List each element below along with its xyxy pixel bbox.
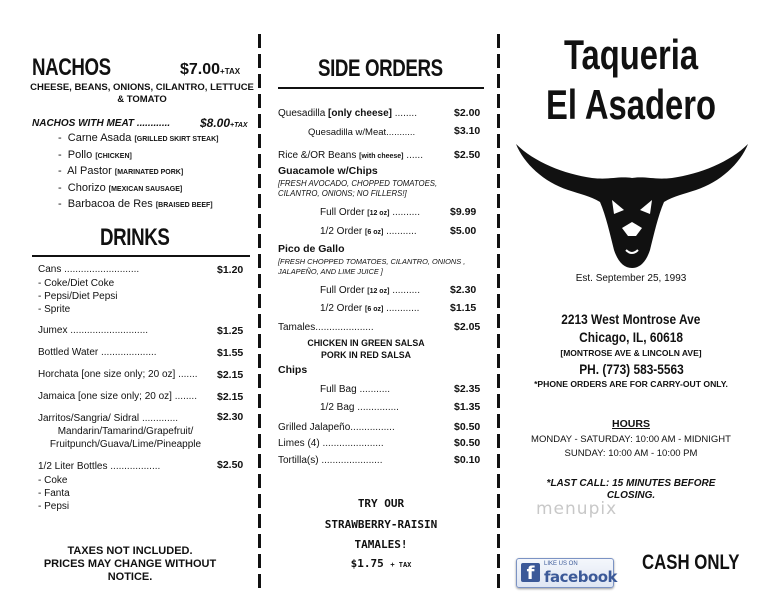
promo-line-2: STRAWBERRY-RAISIN — [324, 518, 438, 531]
menu-item-chips-half: 1/2 Bag ............... — [320, 402, 399, 413]
price-quesadilla-meat: $3.10 — [454, 125, 481, 137]
list-item: - Barbacoa de Res [BRAISED BEEF] — [58, 198, 213, 210]
menu-item-tamales: Tamales..................... — [278, 322, 374, 333]
menu-item-chips-full: Full Bag ........... — [320, 384, 391, 395]
price-rice-beans: $2.50 — [454, 149, 481, 161]
pico-desc: [FRESH CHOPPED TOMATOES, CILANTRO, ONIONS , JALAPEÑO, AND LIME JUICE ] — [278, 257, 466, 276]
price-horchata: $2.15 — [217, 369, 244, 381]
list-item: - Pollo [CHICKEN] — [58, 148, 132, 161]
menu-item-water: Bottled Water .................... — [38, 347, 157, 358]
menu-item-quesadilla: Quesadilla [only cheese] ........ — [278, 108, 417, 119]
restaurant-name-line-2: El Asadero — [546, 81, 716, 128]
menu-item-limes: Limes (4) ...................... — [278, 438, 384, 449]
price-jalapeno: $0.50 — [454, 421, 481, 433]
pico-heading: Pico de Gallo — [278, 243, 345, 255]
price-chips-half: $1.35 — [454, 401, 481, 413]
menu-item-cans: Cans ........................... — [38, 264, 140, 275]
price-quesadilla: $2.00 — [454, 107, 481, 119]
hours-weekday: MONDAY - SATURDAY: 10:00 AM - MIDNIGHT — [531, 434, 731, 445]
menu-item-tortilla: Tortilla(s) ...................... — [278, 455, 383, 466]
hours-sunday: SUNDAY: 10:00 AM - 10:00 PM — [564, 448, 698, 459]
price-jarritos: $2.30 — [217, 411, 244, 423]
guacamole-desc: [FRESH AVOCADO, CHOPPED TOMATOES, CILANTRO, ONIONS; NO FILLERS!] — [278, 179, 438, 198]
price-jumex: $1.25 — [217, 325, 244, 337]
nachos-desc-1: CHEESE, BEANS, ONIONS, CILANTRO, LETTUCE — [30, 82, 254, 93]
nachos-with-meat-price: $8.00+TAX — [200, 116, 248, 130]
price-jamaica: $2.15 — [217, 391, 244, 403]
phone-orders-note: *PHONE ORDERS ARE FOR CARRY-OUT ONLY. — [534, 379, 728, 389]
menu-item-jumex: Jumex ............................ — [38, 325, 149, 336]
menupix-watermark: menupix — [536, 499, 618, 519]
restaurant-name-line-1: Taqueria — [563, 31, 699, 78]
price-pico-full: $2.30 — [450, 284, 477, 296]
nachos-heading: NACHOS — [32, 54, 111, 81]
price-limes: $0.50 — [454, 437, 481, 449]
price-tamales: $2.05 — [454, 321, 481, 333]
nachos-desc-2: & TOMATO — [117, 94, 167, 105]
nachos-with-meat: NACHOS WITH MEAT ............ — [32, 118, 171, 129]
phone-number: PH. (773) 583-5563 — [578, 361, 684, 377]
menu-item-guac-full: Full Order [12 oz] .......... — [320, 207, 420, 218]
price-guac-half: $5.00 — [450, 225, 477, 237]
facebook-icon: f — [521, 563, 540, 582]
liter-options: - Coke - Fanta - Pepsi — [38, 475, 70, 512]
facebook-like-label: LIKE US ON — [544, 561, 578, 567]
side-orders-heading: SIDE ORDERS — [318, 55, 443, 82]
longhorn-skull-logo — [514, 138, 750, 270]
tax-notice: TAXES NOT INCLUDED. PRICES MAY CHANGE WITHOUT NOTICE. — [43, 545, 217, 583]
price-pico-half: $1.15 — [450, 302, 477, 314]
list-item: - Chorizo [MEXICAN SAUSAGE] — [58, 181, 183, 194]
drinks-rule — [32, 255, 250, 257]
price-water: $1.55 — [217, 347, 244, 359]
menu-item-jamaica: Jamaica [one size only; 20 oz] ........ — [38, 391, 197, 402]
menu-item-jarritos: Jarritos/Sangria/ Sidral ............. — [38, 413, 179, 424]
promo-line-1: TRY OUR — [357, 497, 405, 510]
list-item: - Carne Asada [GRILLED SKIRT STEAK] — [58, 132, 219, 144]
menu-item-jalapeno: Grilled Jalapeño................ — [278, 422, 395, 433]
price-tortilla: $0.10 — [454, 454, 481, 466]
menu-item-horchata: Horchata [one size only; 20 oz] ....... — [38, 369, 198, 380]
chips-heading: Chips — [278, 364, 308, 376]
price-chips-full: $2.35 — [454, 383, 481, 395]
list-item: - Al Pastor [MARINATED PORK] — [58, 165, 184, 177]
side-orders-rule — [278, 87, 484, 89]
cross-streets: [MONTROSE AVE & LINCOLN AVE] — [560, 348, 702, 358]
facebook-like-button[interactable] — [516, 558, 618, 588]
menu-item-rice-beans: Rice &/OR Beans [with cheese] ...... — [278, 150, 423, 161]
restaurant-info-column — [506, 0, 756, 594]
menu-item-guac-half: 1/2 Order [6 oz] ........... — [320, 226, 417, 237]
nachos-drinks-column — [28, 0, 256, 594]
menu-item-pico-full: Full Order [12 oz] .......... — [320, 285, 420, 296]
hours-heading: HOURS — [612, 418, 650, 430]
drinks-heading: DRINKS — [100, 224, 170, 251]
side-orders-column — [270, 0, 492, 594]
guacamole-heading: Guacamole w/Chips — [278, 165, 378, 177]
established-date: Est. September 25, 1993 — [575, 273, 687, 284]
nachos-price: $7.00+TAX — [180, 61, 241, 78]
menu-item-liter: 1/2 Liter Bottles .................. — [38, 461, 161, 472]
column-divider-left — [258, 34, 261, 590]
last-call-note: *LAST CALL: 15 MINUTES BEFORE CLOSING. — [546, 478, 716, 501]
price-guac-full: $9.99 — [450, 206, 477, 218]
price-liter: $2.50 — [217, 459, 244, 471]
address-line-1: 2213 West Montrose Ave — [561, 311, 701, 327]
promo-price: $1.75 + TAX — [350, 557, 412, 570]
promo-line-3: TAMALES! — [354, 538, 408, 551]
column-divider-right — [497, 34, 500, 590]
meat-list — [58, 131, 218, 214]
menu-item-quesadilla-meat: Quesadilla w/Meat........... — [308, 127, 416, 138]
price-cans: $1.20 — [217, 264, 244, 276]
facebook-label: facebook — [544, 568, 618, 586]
address-line-2: Chicago, IL, 60618 — [579, 329, 683, 345]
menu-item-pico-half: 1/2 Order [6 oz] ............ — [320, 303, 420, 314]
tamales-options: CHICKEN IN GREEN SALSA PORK IN RED SALSA — [307, 338, 425, 360]
jarritos-flavors: Mandarin/Tamarind/Grapefruit/ Fruitpunch/Guava/Lime/Pineapple — [49, 426, 202, 450]
cash-only-label: CASH ONLY — [642, 551, 740, 574]
cans-options: - Coke/Diet Coke - Pepsi/Diet Pepsi - Sprite — [38, 278, 118, 315]
